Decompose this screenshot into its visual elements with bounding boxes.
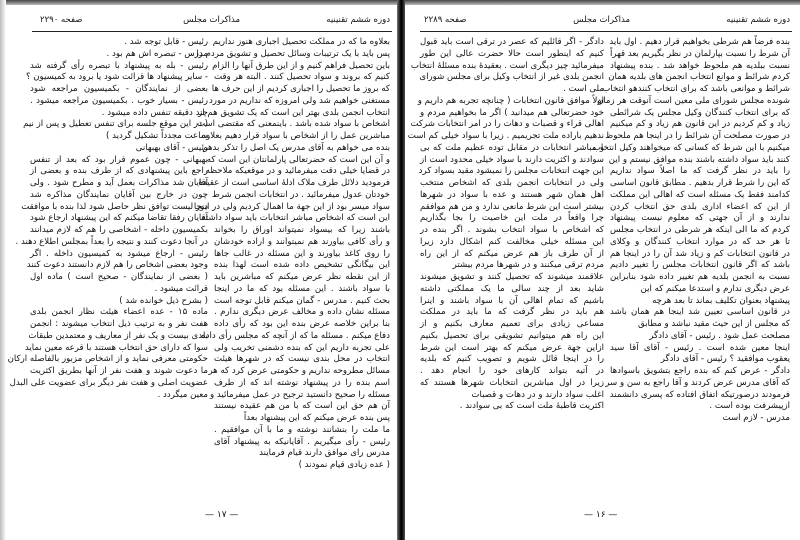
text-line: هفت نفر و به ترتیب ذیل انتخاب میشوند : انجمن (30, 319, 208, 329)
page-number: صفحه ۲۲۸۹ (424, 15, 467, 25)
text-line: ازاین جهة عرض میکنم که بهتر است این شرط (420, 342, 604, 353)
text-line: در آتیه بتواند کارهای خود را انجام دهد . (420, 366, 604, 376)
text-line: بحث کنیم . مدرس - گمان میکنم قابل توجه است (214, 295, 390, 306)
text-line: علی تجربه داریم این که بنده دشمنی تخریب ولی (214, 342, 390, 353)
text-line: که مجلس از این حیث مقید نباشد و مطابق (637, 319, 790, 329)
text-column-left (407, 37, 604, 413)
text-line: عضویت اصلی و هفت نفر دیگر برای عضویت علی البدل (9, 377, 208, 388)
text-line: بنده می خواهم به آقای مدرس یک اصل را تذکر بدهم (202, 142, 390, 153)
header-title: مذاکرات مجلس (573, 15, 630, 25)
text-line: در قانون اساسی تعیین شد اینجا هم همان باشد (610, 307, 790, 318)
text-line: را در اینجا قائل شویم و تصویب کنیم که بلدیه (420, 354, 604, 365)
text-line: که این را شرط قرار بدهیم . مطابق قانون اساسی (610, 178, 790, 188)
text-line: مسئله را صحیح دانستید ترجیح در عمل میفرمائید و (210, 389, 390, 400)
session-label: دوره ششم تقنینیه (326, 15, 390, 25)
text-line: پس باید با یک ترتیبات وسائل تحصیل و تشویق مردم را (196, 48, 390, 59)
text-line: باشیم که تمام اهالی آن با سواد باشند و اینرا (420, 295, 604, 306)
left-page (0, 0, 398, 540)
text-line: بنا براین خلاصه عرض بنده این بود که رأی داده (214, 319, 390, 329)
text-line: ملی است . (563, 84, 604, 94)
page-header (424, 15, 790, 29)
text-line: که برای انتخاب کنندگان وکیل مجلس یک شرائطی (610, 107, 790, 118)
text-line: باشد که اگر قانون انتخابات مجلس را تغییر دادیم (610, 260, 790, 271)
text-line: ( در این موقع جلسه برای تنفس تعطیل و پس از نیم (23, 119, 208, 130)
text-line: را روی کاغذ بیاورند و این مسئله در غالب جاها (214, 248, 390, 259)
text-line: رئیس - قابل توجه شد . (124, 37, 208, 47)
text-line: ( بشرح ذیل خوانده شد ) (119, 295, 208, 306)
text-line: را باید در نظر گرفت که ما اصلاً سواد نداریم (610, 166, 790, 177)
text-line: مسئله نشان داده و مخالف عرض دیگری ندارم . (214, 307, 390, 318)
text-line: وجود بعضی اشخاص را هم لازم دانستند دعوت کنند (26, 260, 208, 271)
text-line: نسبت ببلدیه هم ملحوظ خواهد شد . بنده پیشنهاد (610, 60, 790, 71)
text-line: خود حضرتعالی هم میدانید ) اگر ما بخواهیم مردم و (420, 107, 604, 118)
text-line: تا هر حد که در موارد انتخاب کنندگان و وکلای (610, 236, 790, 247)
text-line: ندارند و از آن جهتی که معلوم نیست پیشنهاد (610, 213, 790, 224)
text-line: رئیس - رأی میگیریم . آقایانیکه به پیشنهاد آقای (214, 436, 390, 447)
text-line: میفرمائید چیز دیگری است . بعقیدهٔ بنده مسئلهٔ انتخاب (410, 60, 604, 71)
header-rule (420, 31, 792, 32)
text-line: کنیم که بروند و سواد تحصیل کنند . البته هر وقت (214, 72, 390, 83)
text-line: از آن طرف باز هم عرض میکنم که از این راه (420, 248, 604, 259)
text-line: باشند زیرا که بیسواد نمیتواند اوراق را بخواند (214, 225, 390, 235)
text-line: آن شرط را نسبت بپارلمان در نظر بگیریم بعد قهراً (609, 48, 790, 59)
text-line: عرض دیگری ندارم و استدعا میکنم که این (640, 283, 790, 294)
text-line: مستغنی خواهیم شد ولی امروزه که نداریم در مورد (208, 95, 390, 106)
text-line: این مسئله خیلی مخالفت کنم اشکال دارد زیرا (420, 236, 604, 247)
text-line: - سایر پیشنهاد ها قرائت شود یا برود به کمیسیون ؟ (25, 72, 208, 83)
session-label: دوره ششم تقنینیه (726, 15, 790, 25)
text-line: مدرس - تبصره اش هم بود . (106, 48, 208, 59)
text-line: بکمیسیون داخله - اشخاصی را هم که لازم میدانند (30, 225, 208, 235)
text-line: کنیم که اینطور است حالا حضرت عالی این طور (420, 48, 604, 59)
text-line: و مباشر انتخابات در مقابل توده عظیم ملت که بی (420, 142, 604, 153)
text-line: زیاد و کم کردیم در این قانون هم زیاد و کم میکنیم (610, 119, 790, 130)
text-line: قرائت میشود . (154, 283, 208, 294)
text-line: سوادند و اکثریت دارند با سواد خیلی محدود است از (420, 154, 604, 165)
text-line: شاید بعد از چند سالی ما یک مملکتی داشته (420, 283, 604, 294)
text-line: بنده فرضاً هم شرطی بخواهیم قرار دهیم . اول باید (609, 37, 790, 47)
text-line: پس بنده عرض میکنم که این پیشنهاد بعداً (243, 413, 390, 423)
text-line: سواد میسر بود از این جهة ما اهمال کردیم ولی در اینجا (193, 201, 390, 212)
text-line: کدامند فقط یک مسئله است که اهالی این مملکت (610, 189, 790, 200)
text-line: آقایان شد مذاکرات بعمل آید و مطرح شود . ولی (30, 178, 208, 188)
text-line: بعضی از نمایندگان - بکمیسیون مراجعه شود (30, 84, 208, 94)
text-line: ساعت مجدداً تشکیل گردید ) (105, 131, 208, 141)
text-line: چند دقیقه تنفس داده میشود . (101, 107, 208, 118)
text-line: این است که اشخاص مباشر انتخابات باید سواد داشته (201, 213, 390, 224)
text-line: علاقمند میشوند که تحصیل کنند و تشویق میشوند (420, 272, 604, 282)
text-line: دادگر - عرض کنم که بنده راجع بتشویق باسوادها (610, 366, 790, 376)
text-line: ( بعضی از نمایندگان - صحیح است ) ماده اول (30, 272, 208, 282)
text-line: مردم ترقی میکنند و در شهرها مردم بیشتر (452, 260, 604, 271)
text-line: شرائط و موانعی باشد که برای انتخاب کنندهو انتخاب (602, 84, 790, 94)
text-line: و آن این است که حضرتعالی پارلمانتان این است که (206, 154, 390, 165)
page-number: صفحه ۲۲۹۰ (40, 15, 83, 25)
text-line: ندهیم باراده ملت تجریمیم . زیرا با سواد خیلی کم است (407, 131, 604, 141)
text-line: دفاع میکنم . مسئله ما که از آنچه که مجلس رأی داده (201, 330, 390, 341)
text-line: در قضایا خیلی دقت میفرمائید و در موقعیکه ملاحظه (205, 166, 390, 177)
text-line: رئیس - آقای بهبهانی (135, 142, 208, 153)
text-line: باین تحصیل فراهم کنیم و از این طرق آنها را الزام (212, 60, 390, 71)
text-line: بیشتر است این شرط مانعی ندارد و من هم موافقم (420, 201, 604, 212)
text-line: اولاً موافق قانون انتخابات ( چنانچه تجربه هم داریم و (417, 95, 604, 106)
header-rule (32, 31, 392, 32)
text-line: آقایان رفقا تقاضا میکنم که این پیشنهاد ارجاع شود (30, 213, 208, 224)
right-page (404, 0, 800, 540)
text-line: چون در خارج بین آقایان نمایندگان مذاکره شد (30, 189, 208, 200)
text-line: کنند باید سواد داشته باشند بنده موافق نیستم و این (608, 154, 790, 165)
text-line: سوا که دارای حق انتخاب هستند با قرعه معین نماید (24, 342, 208, 353)
text-column-left (7, 37, 208, 401)
text-line: مساعی زیادی برای تعمیم معارف بکنیم و از (420, 319, 604, 329)
text-line: که آقای مدرس عرض کردند و آقا راجع به سن و سر (605, 377, 790, 388)
text-line: که اشخاص با سواد انتخاب بشوند . اگر بنده در (420, 225, 604, 235)
text-line: ازپیشرفت بوده است . (709, 401, 790, 412)
text-line: و رأی کافی بیاورند هم نمیتوانند و اراده خودشان (214, 236, 390, 247)
text-line: از این که اعضاء اداری بلدی حق انتخاب کردن (610, 201, 790, 212)
text-line: اسم بنده را در پیشنهاد نوشته اند که از طرف (214, 377, 390, 388)
text-line: میکنیم با این شرط که کسانی که میخواهند وکیل انتخاب (592, 142, 790, 153)
text-line: رئیس - ارجاع میشود به کمیسیون داخله . اگر (30, 248, 208, 259)
text-column-right (193, 37, 390, 472)
text-line: خودتان عدول میفرمائید . در انتخابات انجمن شرط (211, 189, 390, 200)
text-line: مسائل مطروحه نداریم و حکومتی عرض کرد که هر (208, 366, 390, 376)
folio-number: — ۱۷ — (205, 510, 239, 520)
text-line: دادگر - اگر قائلیم که عصر در ترقی است باید قبول (420, 37, 604, 47)
page-header (40, 15, 390, 29)
text-line: معین میگردد . (157, 389, 208, 400)
text-line: مصلحت عمل شود . رئیس - آقای دادگر (649, 330, 790, 341)
text-line: هم باید در نظر گرفت که ما باید در مملکت (420, 307, 604, 318)
header-title: مذاکرات مجلس (183, 15, 240, 25)
text-line: اهالی قراء و قصبات و دهات را در امر انتخابات شرکت (410, 119, 604, 130)
text-line: پیشنهاد بعنوان تکلیف بماند تا بعد هرچه (652, 295, 790, 306)
text-line: در قانون انتخابات کم و زیاد شد آن را در اینجا هم (610, 248, 790, 259)
text-line: انتخاب انجمن بلدی بهتر این است که یک تشویق هم از (198, 107, 390, 118)
text-line: ولی در انتخابات انجمن بلدی که اشخاص منتخب (420, 178, 604, 188)
text-line: مدرس رای موافق دارند قیام فرمایند (259, 448, 390, 459)
text-line: شونده مجلس شورای ملی معین است آنوقت هر زمان (597, 95, 790, 106)
text-line: بلدی بیست و یک نفر از معاریف و معتمدین طبقات (28, 330, 208, 341)
text-line: زیرا در اول مباشرین انتخابات شهرها هستند که (420, 377, 604, 388)
text-column-right (592, 37, 790, 425)
text-line: این جهت انتخابات مجلس را نمیشود مقید بسواد کرد (418, 166, 604, 177)
text-line: چرا واقعاً در ملت این خاصیت را بجا بگذاریم (420, 213, 604, 224)
text-line: کردم که ما الی اینکه هر شرطی در انتخاب مجلس (610, 225, 790, 235)
text-line: اکثریت قاطبهٔ ملت است که بی سوادند . (459, 401, 604, 412)
text-line: نسبت به انجمن بلدیه هم تغییر داده شود بنابراین (610, 272, 790, 282)
text-line: یعقوب موافقید ؟ رئیس - آقای دادگر (660, 354, 790, 365)
text-line: ما ملت را بنشانند نوشته و ما با آن موافقیم . (214, 424, 390, 435)
text-line: مدرس - لازم است (722, 413, 790, 423)
text-line: ما دعوت شوند و هفت نفر از آنها بطریق اکثریت (30, 366, 208, 376)
text-line: دور لیست توافق نظر حاصل شود لذا بنده با موافقت (21, 201, 208, 212)
page-edge-shadow (0, 0, 6, 540)
text-line: آن هم حق این است که با من هم عقیده نیستند (214, 401, 390, 412)
text-line: این راه هم میتوانیم تشویقی برای تحصیل بکنیم (420, 330, 604, 341)
text-line: ماده ۱۵ - عده اعضاء هیئت نظار انجمن بلدی (30, 307, 208, 318)
text-line: اغلب سواد دارند و در دهات و قصبات (471, 389, 604, 400)
text-line: این بیگانگی تشخیص داده شده است لهذا بنده (214, 260, 390, 271)
text-line: مباشرین عمل را از اشخاص با سواد قرار دهیم بعلاوه (201, 131, 390, 141)
text-line: راجع باین پیشنهادی که از طرف بنده و بعضی از (30, 166, 208, 177)
text-line: در صورت مصلحت آن شرائط را در اینجا هم ملحوظ (605, 131, 790, 141)
text-line: رئیس - بسیار خوب . بکمیسیون مراجعه میشود . (30, 95, 208, 106)
text-line: اشخاص با سواد شده باشد . باینمعنی که مقتضی است (196, 119, 390, 130)
text-line: که بروز ما تحصیل را اجباری کردیم از این حرف ها (211, 84, 390, 94)
text-line: فرمودید دلائل طرف ملاک ادلهٔ اساسی است از عقیدهٔ (198, 178, 390, 188)
text-line: اهل همان شهر هستند و عده با سواد در شهرها (420, 189, 604, 200)
text-line: اینجا معین شده است . رئیس - آقای آقا سید (610, 342, 790, 353)
text-line: رئیس - بله به پیشنهاد با تبصره رأی گرفته شد (30, 60, 208, 71)
folio-number: — ۱۶ — (584, 510, 618, 520)
text-line: در آنجا دعوت کنند و نتیجه را بعداً بمجلس اطلاع دهند . (15, 236, 208, 247)
text-line: انجمن بلدی غیر از انتخاب وکیل برای مجلس شورای (419, 72, 604, 83)
text-line: بعلاوه ما که در مملکت تحصیل اجباری هنوز نداریم (212, 37, 390, 47)
text-line: بهبهانی - چون عموم قرار بود که بعد از تنفس (30, 154, 208, 165)
text-line: حکومتی معرفی نماید و از اشخاص مزبور بالفاصله ارکان (7, 354, 208, 365)
text-line: از این نقطه نظر عرض میکنم که مباشرین باید (214, 272, 390, 282)
text-line: با سواد باشند . این مسئله بود که ما در اینجا (214, 283, 390, 294)
text-line: انتخاب در محل بندی نیست که در شهرها هیئت (214, 354, 390, 365)
text-line: کردم شرائط و موانع انتخاب انجمن های بلدیه همان (608, 72, 790, 83)
text-line: فرمودند درصورتیکه اتفاق افتاده که پسری دانشمند (609, 389, 790, 400)
text-line: ( عده زیادی قیام نمودند ) (298, 460, 390, 470)
